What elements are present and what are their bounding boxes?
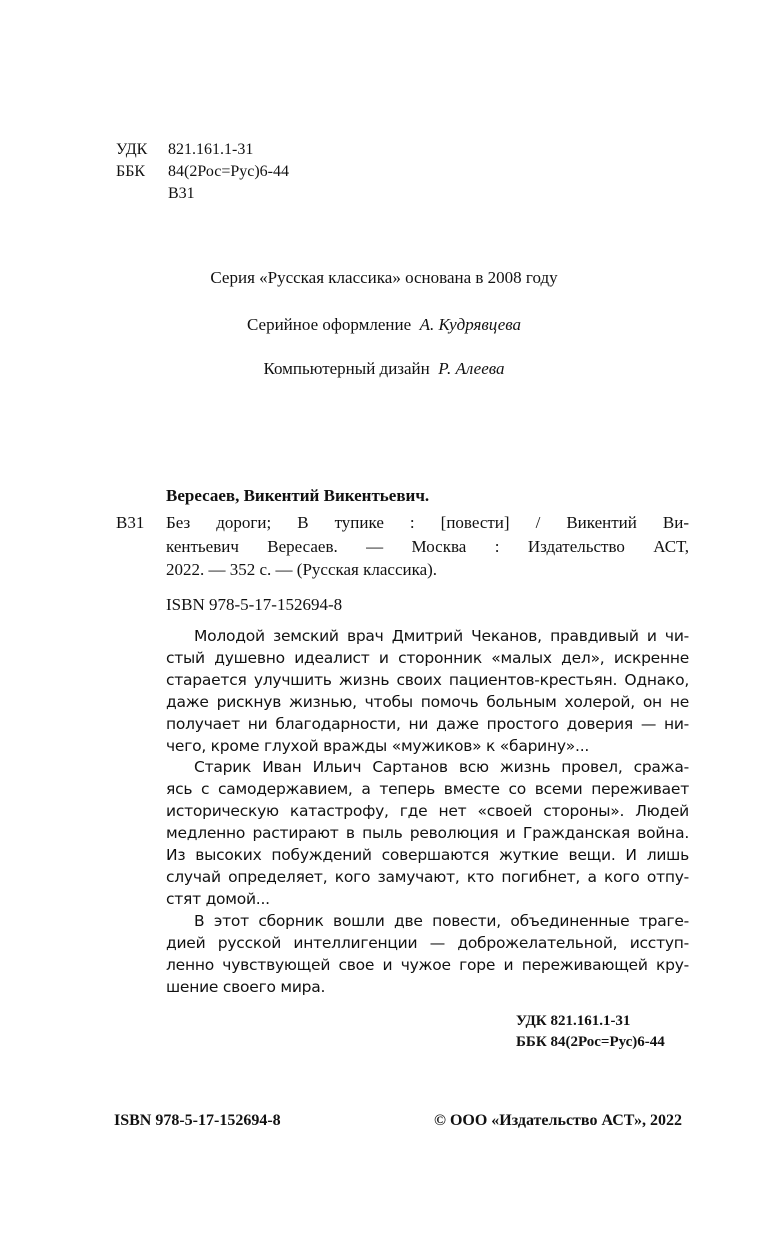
annotation-line: старается улучшить жизнь своих пациентов-крестьян. Однако, (166, 670, 689, 689)
annotation-line: шение своего мира. (166, 977, 326, 996)
record-isbn: ISBN 978-5-17-152694-8 (166, 595, 343, 614)
annotation-line: чего, кроме глухой вражды «мужиков» к «барину»... (166, 736, 590, 755)
udk-code: УДК 821.161.1-31 (516, 1013, 631, 1029)
annotation-line: Из высоких побуждений совершаются жуткие вещи. И лишь (166, 846, 689, 865)
computer-name: Р. Алеева (438, 359, 505, 378)
bbk-row (116, 161, 289, 183)
annotation-line: В этот сборник вошли две повести, объединенные траге- (194, 911, 689, 930)
design-label: Серийное оформление (246, 315, 412, 334)
computer-label: Компьютерный дизайн (263, 359, 430, 378)
record-line: кентьевич Вересаев. — Москва : Издательство АСТ, (166, 536, 689, 556)
series-design-credit (0, 314, 768, 336)
annotation-line: стый душевно идеалист и сторонник «малых дел», искренне (166, 648, 689, 667)
footer-isbn: ISBN 978-5-17-152694-8 (114, 1112, 281, 1129)
bbk-value: 84(2Рос=Рус)6-44 (168, 163, 290, 180)
annotation-line: дией русской интеллигенции — доброжелательной, исступ- (166, 933, 689, 952)
annotation-paragraph-3 (166, 911, 689, 999)
copyright: © ООО «Издательство АСТ», 2022 (434, 1112, 683, 1129)
bbk-code: ББК 84(2Рос=Рус)6-44 (516, 1034, 665, 1050)
cipher-row (116, 183, 195, 205)
series-note: Серия «Русская классика» основана в 2008 году (210, 268, 558, 287)
annotation (166, 626, 689, 998)
bbk-key: ББК (116, 163, 146, 180)
udk-row (116, 139, 253, 161)
udk-key: УДК (116, 141, 148, 158)
record-author: Вересаев, Викентий Викентьевич. (166, 486, 430, 505)
annotation-line: медленно растирают в пыль революция и Гражданская война. (166, 824, 689, 843)
record-cipher: В31 (116, 513, 145, 532)
cipher-value: В31 (168, 185, 195, 202)
annotation-line: Старик Иван Ильич Сартанов всю жизнь провел, сража- (194, 758, 689, 777)
design-name: А. Кудрявцева (419, 315, 521, 334)
annotation-line: получает ни благодарности, ни даже простого доверия — ни- (166, 714, 689, 733)
annotation-paragraph-2 (166, 757, 689, 910)
record-line: 2022. — 352 с. — (Русская классика). (166, 560, 438, 579)
record-line: Без дороги; В тупике : [повести] / Викентий Ви- (166, 513, 689, 532)
annotation-line: даже рискнув жизнью, чтобы помочь больным холерой, он не (166, 692, 689, 711)
annotation-paragraph-1 (166, 626, 689, 757)
annotation-line: стят домой... (166, 889, 270, 908)
annotation-line: ленно чувствующей свое и чужое горе и переживающей кру- (166, 955, 689, 974)
annotation-line: случай определяет, кого замучают, кто погибнет, а кого отпу- (166, 867, 689, 886)
annotation-line: ясь с самодержавием, а теперь вместе со всеми переживает (166, 780, 689, 799)
annotation-line: историческую катастрофу, где нет «своей стороны». Людей (166, 802, 689, 821)
record-description (166, 511, 689, 582)
udk-value: 821.161.1-31 (168, 141, 254, 158)
annotation-line: Молодой земский врач Дмитрий Чеканов, правдивый и чи- (194, 627, 689, 645)
computer-design-credit (0, 358, 768, 380)
